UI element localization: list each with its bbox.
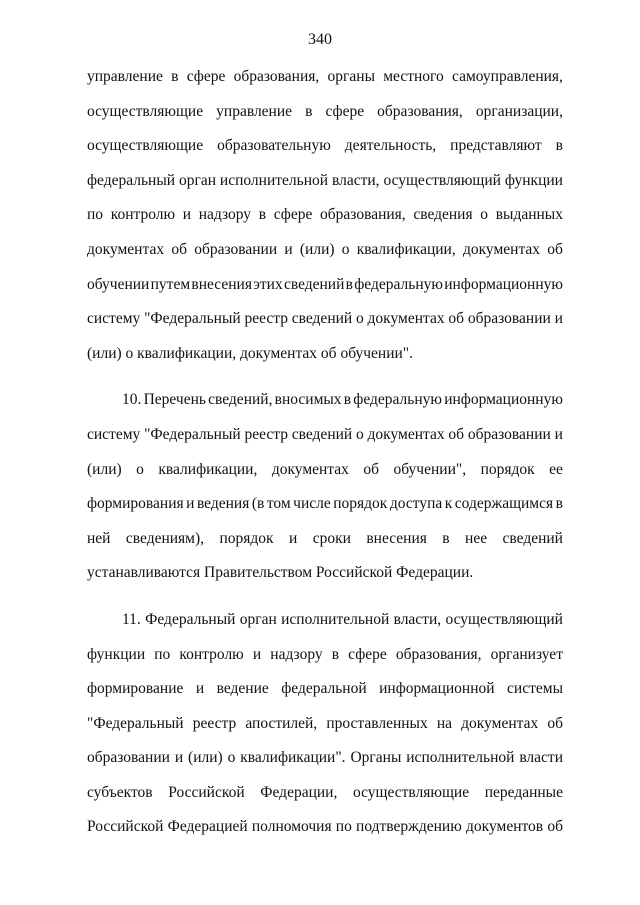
page-number: 340 <box>308 31 332 48</box>
paragraph-gap <box>87 591 563 603</box>
text-line: формирования и ведения (в том числе порядок доступа к содержащимся в <box>87 495 563 513</box>
text-line: (или) о квалификации, документах об обучении", порядок ее <box>87 460 563 478</box>
text-line: формирование и ведение федеральной информационной системы <box>87 680 563 698</box>
text-line: систему "Федеральный реестр сведений о документах об образовании и <box>87 310 563 328</box>
text-line: устанавливаются Правительством Российской Федерации. <box>87 564 474 582</box>
paragraph-3 <box>87 603 563 845</box>
text-line: образовании и (или) о квалификации". Органы исполнительной власти <box>87 749 563 767</box>
paragraph-gap <box>87 371 563 383</box>
text-line: Российской Федерацией полномочия по подтверждению документов об <box>87 818 563 836</box>
paragraph-2 <box>87 383 563 591</box>
text-line: функции по контролю и надзору в сфере образования, организует <box>87 645 563 663</box>
text-line: по контролю и надзору в сфере образования, сведения о выданных <box>87 206 563 224</box>
text-line: осуществляющие управление в сфере образования, организации, <box>87 102 563 120</box>
text-line: 10. Перечень сведений, вносимых в федеральную информационную <box>122 391 563 409</box>
text-line: (или) о квалификации, документах об обучении". <box>87 344 413 362</box>
text-line: обучении путем внесения этих сведений в федеральную информационную <box>87 275 563 293</box>
document-body <box>87 60 563 845</box>
text-line: 11. Федеральный орган исполнительной власти, осуществляющий <box>122 610 563 628</box>
text-line: систему "Федеральный реестр сведений о документах об образовании и <box>87 425 563 443</box>
text-line: документах об образовании и (или) о квалификации, документах об <box>87 240 563 258</box>
text-line: федеральный орган исполнительной власти, осуществляющий функции <box>87 171 563 189</box>
text-line: субъектов Российской Федерации, осуществляющие переданные <box>87 783 563 801</box>
text-line: осуществляющие образовательную деятельность, представляют в <box>87 137 563 155</box>
paragraph-1 <box>87 60 563 371</box>
text-line: ней сведениям), порядок и сроки внесения в нее сведений <box>87 529 563 547</box>
text-line: "Федеральный реестр апостилей, проставленных на документах об <box>87 714 563 732</box>
text-line: управление в сфере образования, органы местного самоуправления, <box>87 68 563 85</box>
